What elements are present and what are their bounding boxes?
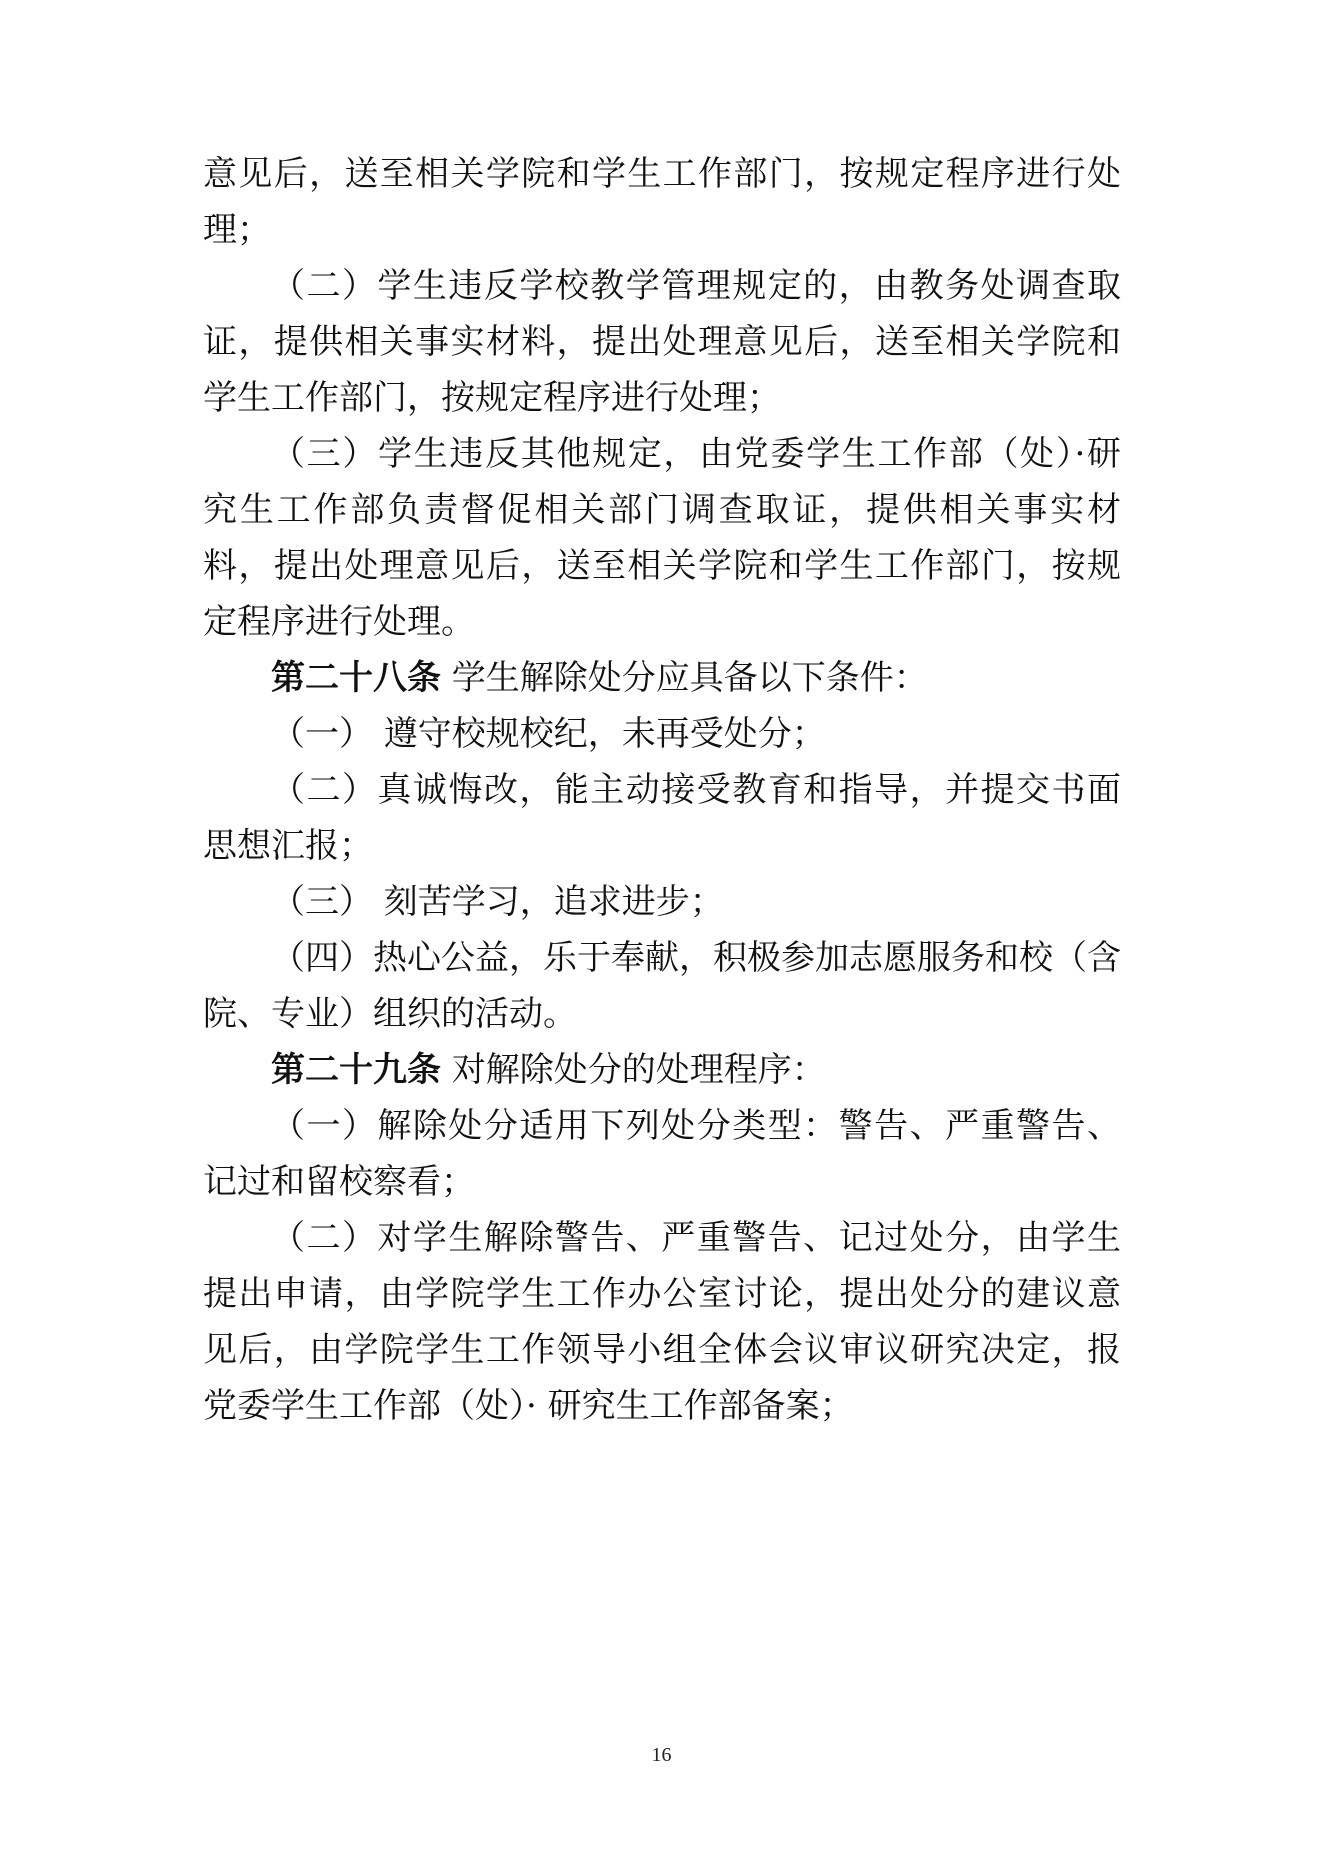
line-text: （二）对学生解除警告、严重警告、记过处分，由学生 bbox=[271, 1218, 1121, 1258]
article-number: 第二十九条 bbox=[271, 1050, 441, 1090]
text-line bbox=[203, 1326, 1121, 1374]
text-line bbox=[203, 486, 1121, 534]
line-text: （二）真诚悔改，能主动接受教育和指导，并提交书面 bbox=[271, 770, 1121, 810]
line-text: （四）热心公益，乐于奉献，积极参加志愿服务和校（含 bbox=[271, 938, 1121, 978]
text-line bbox=[203, 990, 1121, 1038]
text-line bbox=[203, 150, 1121, 198]
text-line bbox=[203, 374, 1121, 422]
text-line bbox=[203, 1382, 1121, 1430]
line-text: 党委学生工作部（处）· 研究生工作部备案； bbox=[203, 1386, 854, 1426]
text-line bbox=[271, 1102, 1121, 1150]
line-text: 料，提出处理意见后，送至相关学院和学生工作部门，按规 bbox=[203, 546, 1121, 586]
line-text: （一）解除处分适用下列处分类型：警告、严重警告、 bbox=[271, 1106, 1121, 1146]
line-text: 思想汇报； bbox=[203, 826, 373, 866]
text-line bbox=[271, 262, 1121, 310]
text-line bbox=[271, 710, 1121, 758]
line-text: （三）学生违反其他规定，由党委学生工作部（处）·研 bbox=[271, 434, 1121, 474]
line-text: 院、专业）组织的活动。 bbox=[203, 994, 577, 1034]
article-heading-line bbox=[271, 1046, 1121, 1094]
text-line bbox=[203, 822, 1121, 870]
line-text: 记过和留校察看； bbox=[203, 1162, 475, 1202]
page-number: 16 bbox=[651, 1744, 672, 1766]
article-heading-line bbox=[271, 654, 1121, 702]
line-text: 证，提供相关事实材料，提出处理意见后，送至相关学院和 bbox=[203, 322, 1121, 362]
text-line bbox=[203, 598, 1121, 646]
line-text: 究生工作部负责督促相关部门调查取证，提供相关事实材 bbox=[203, 490, 1121, 530]
text-line bbox=[203, 1158, 1121, 1206]
text-line bbox=[203, 1270, 1121, 1318]
text-line bbox=[203, 206, 1121, 254]
text-line bbox=[271, 1214, 1121, 1262]
text-line bbox=[203, 318, 1121, 366]
line-text: （三） 刻苦学习，追求进步； bbox=[271, 882, 724, 922]
text-line bbox=[203, 542, 1121, 590]
line-text: 提出申请，由学院学生工作办公室讨论，提出处分的建议意 bbox=[203, 1274, 1121, 1314]
text-line bbox=[271, 934, 1121, 982]
line-text: 理； bbox=[203, 210, 271, 250]
text-line bbox=[271, 430, 1121, 478]
line-text: 见后，由学院学生工作领导小组全体会议审议研究决定，报 bbox=[203, 1330, 1121, 1370]
line-text: 意见后，送至相关学院和学生工作部门，按规定程序进行处 bbox=[203, 154, 1121, 194]
text-line bbox=[271, 766, 1121, 814]
text-line bbox=[271, 878, 1121, 926]
line-text: （一） 遵守校规校纪，未再受处分； bbox=[271, 714, 826, 754]
line-text: 学生工作部门，按规定程序进行处理； bbox=[203, 378, 781, 418]
line-text: 对解除处分的处理程序： bbox=[441, 1050, 826, 1090]
line-text: （二）学生违反学校教学管理规定的，由教务处调查取 bbox=[271, 266, 1121, 306]
line-text: 学生解除处分应具备以下条件： bbox=[441, 658, 928, 698]
article-number: 第二十八条 bbox=[271, 658, 441, 698]
line-text: 定程序进行处理。 bbox=[203, 602, 475, 642]
